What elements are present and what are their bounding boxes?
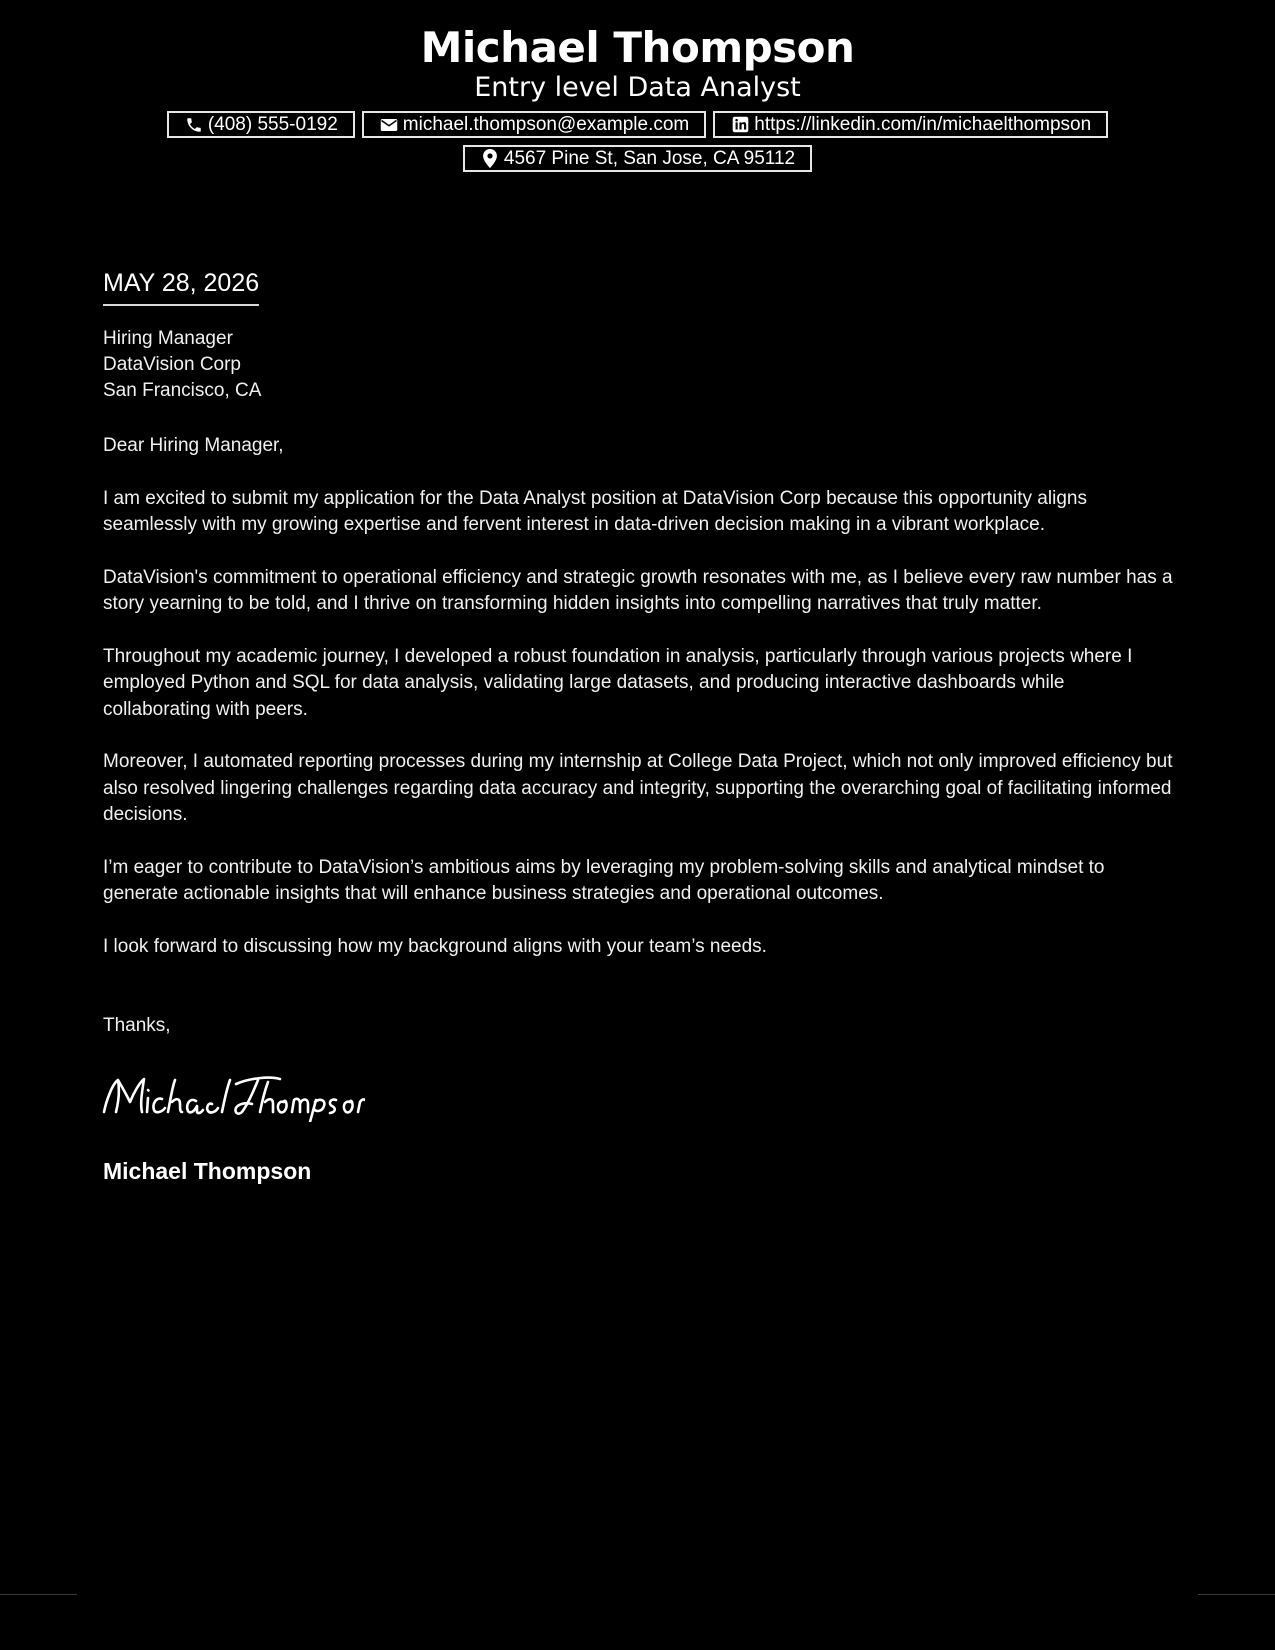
signed-name: Michael Thompson [103,1158,312,1184]
linkedin-icon [730,115,750,135]
recipient-line: San Francisco, CA [103,380,262,401]
handwritten-signature [100,1072,365,1127]
footer-divider-right [1198,1594,1275,1595]
body-paragraph: Throughout my academic journey, I developed a robust foundation in analysis, particularly through various projects where I employed Python and SQL for data analysis, validating large datasets, and producing interactive dashboards while collaborating with peers. [103,645,1133,720]
recipient-line: Hiring Manager [103,328,233,349]
body-paragraph: DataVision's commitment to operational efficiency and strategic growth resonates with me, as I believe every raw number has a story yearning to be told, and I thrive on transforming hidden insights into compelling narratives that truly matter. [103,566,1173,614]
recipient-block [103,326,261,404]
body-paragraph: I look forward to discussing how my background aligns with your team’s needs. [103,935,767,957]
salutation: Dear Hiring Manager, [103,435,284,456]
envelope-icon [379,115,399,135]
footer-divider-left [0,1594,77,1595]
contact-phone-text: (408) 555-0192 [207,113,338,135]
map-marker-icon [480,149,500,169]
body-paragraph: I am excited to submit my application for the Data Analyst position at DataVision Corp because this opportunity aligns seamlessly with my growing expertise and fervent interest in data-driven decision making in a vibrant workplace. [103,487,1087,535]
contact-address-text: 4567 Pine St, San Jose, CA 95112 [503,147,796,169]
closing: Thanks, [103,1015,171,1036]
recipient-line: DataVision Corp [103,354,242,375]
letter-header [0,22,1275,172]
contact-email-text: michael.thompson@example.com [402,113,690,135]
letter-date: MAY 28, 2026 [103,268,259,306]
applicant-name: Michael Thompson [420,23,855,72]
phone-icon [184,115,204,135]
body-paragraph: Moreover, I automated reporting processes during my internship at College Data Project, which not only improved efficiency but also resolved lingering challenges regarding data accuracy and integrity, supporting the overarching goal of facilitating informed decisions. [103,751,1173,825]
contact-row-secondary [0,145,1275,172]
contact-linkedin-text: https://linkedin.com/in/michaelthompson [754,113,1092,135]
contact-email[interactable] [362,111,706,138]
contact-linkedin[interactable] [713,111,1108,138]
applicant-title: Entry level Data Analyst [474,72,801,103]
contact-phone[interactable] [167,111,355,138]
contact-row-primary [0,111,1275,138]
body-paragraph: I’m eager to contribute to DataVision’s ambitious aims by leveraging my problem-solving skills and analytical mindset to generate actionable insights that will enhance business strategies and operational outcomes. [103,856,1105,904]
letter-body [103,433,1173,986]
contact-address [463,145,812,172]
